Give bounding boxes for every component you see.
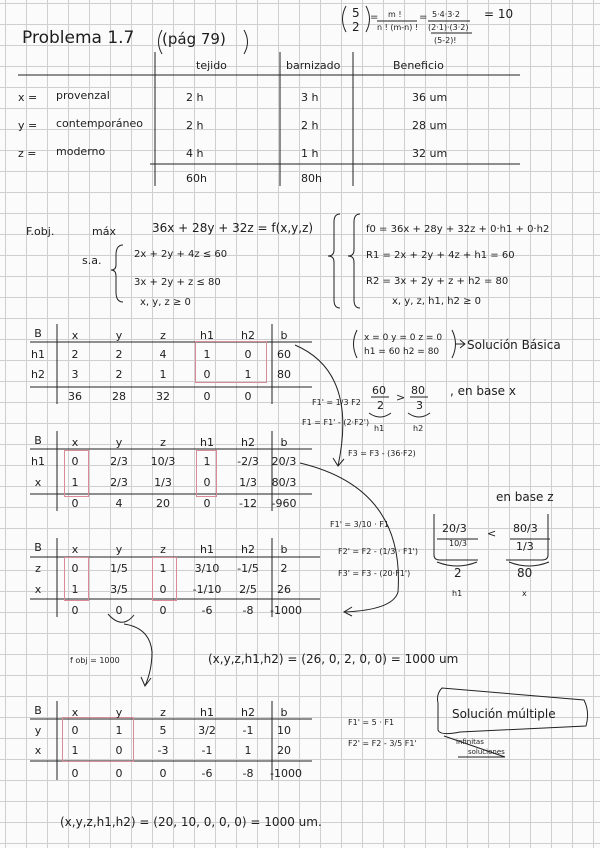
basic-solution-line: h1 = 60 h2 = 80 bbox=[364, 347, 440, 357]
ratio-denominator: 3 bbox=[416, 399, 423, 412]
header-cell: B bbox=[34, 434, 42, 447]
table-cell: 5 bbox=[159, 724, 167, 737]
table-cell: 2 bbox=[115, 368, 123, 381]
product-denominator-2: (5-2)! bbox=[434, 36, 457, 45]
ratio-denominator: 10/3 bbox=[449, 539, 467, 548]
table-cell: 28 bbox=[112, 390, 126, 403]
row-operation: F1' = 5 · F1 bbox=[348, 718, 395, 727]
equals-sign: = bbox=[370, 12, 379, 23]
table-cell: 1 bbox=[244, 368, 252, 381]
solution-line: (x,y,z,h1,h2) = (20, 10, 0, 0, 0) = 1000 um. bbox=[60, 815, 322, 829]
table-cell: -8 bbox=[242, 604, 254, 617]
table-cell: -6 bbox=[201, 604, 213, 617]
col-header-beneficio: Beneficio bbox=[393, 59, 444, 72]
table-cell: 3 bbox=[71, 368, 79, 381]
page-title: Problema 1.7 bbox=[22, 28, 135, 48]
table-cell: 0 bbox=[203, 497, 211, 510]
table-cell: 0 bbox=[244, 390, 252, 403]
table-cell: 3/2 bbox=[198, 724, 216, 737]
table-cell: 1 bbox=[71, 744, 79, 757]
table-cell: 0 bbox=[159, 604, 167, 617]
header-cell: h2 bbox=[241, 543, 255, 556]
table-cell: 20/3 bbox=[271, 455, 297, 468]
equals-sign: = bbox=[419, 12, 428, 23]
ratio-operator: < bbox=[487, 527, 497, 540]
product-name: moderno bbox=[56, 145, 106, 158]
base-note: en base z bbox=[496, 490, 554, 504]
table-cell: 2/5 bbox=[239, 583, 257, 596]
table-cell: -8 bbox=[242, 767, 254, 780]
ratio-denominator: 2 bbox=[377, 399, 384, 412]
cell-tejido: 2 h bbox=[186, 119, 204, 132]
table-cell: -1 bbox=[242, 724, 254, 737]
table-cell: 10/3 bbox=[150, 455, 176, 468]
table-cell: 0 bbox=[115, 744, 123, 757]
header-cell: b bbox=[280, 436, 288, 449]
constraint: 2x + 2y + 4z ≤ 60 bbox=[134, 249, 228, 260]
fobj-result: f obj = 1000 bbox=[70, 656, 120, 665]
multiple-solution-note: soluciones bbox=[468, 748, 505, 756]
header-cell: h2 bbox=[241, 436, 255, 449]
table-cell: 1/5 bbox=[110, 562, 128, 575]
cell-tejido: 2 h bbox=[186, 91, 204, 104]
product-name: provenzal bbox=[56, 89, 110, 102]
table-cell: -2/3 bbox=[237, 455, 259, 468]
table-cell: 1 bbox=[115, 724, 123, 737]
table-cell: 32 bbox=[156, 390, 170, 403]
constraint: x, y, z ≥ 0 bbox=[140, 297, 191, 308]
table-cell: x bbox=[34, 476, 42, 489]
header-cell: z bbox=[160, 436, 166, 449]
table-cell: 0 bbox=[244, 348, 252, 361]
formula-numerator: m ! bbox=[388, 10, 402, 19]
table-cell: 0 bbox=[203, 390, 211, 403]
product-name: contemporáneo bbox=[56, 117, 143, 130]
row-operation: F3 = F3 - (36·F2) bbox=[348, 449, 416, 458]
base-note: , en base x bbox=[450, 384, 516, 398]
cell-beneficio: 32 um bbox=[412, 147, 448, 160]
table-cell: 20 bbox=[277, 744, 291, 757]
table-cell: x bbox=[34, 744, 42, 757]
product-numerator: 5·4·3·2 bbox=[432, 10, 460, 19]
table-cell: 36 bbox=[68, 390, 82, 403]
table-cell: 0 bbox=[115, 604, 123, 617]
table-cell: 3/10 bbox=[194, 562, 220, 575]
table-cell: 0 bbox=[71, 562, 79, 575]
header-cell: B bbox=[34, 541, 42, 554]
table-cell: 1 bbox=[203, 455, 211, 468]
table-cell: 26 bbox=[277, 583, 291, 596]
table-cell: 3/5 bbox=[110, 583, 128, 596]
table-cell: h2 bbox=[31, 368, 45, 381]
table-cell: 20 bbox=[156, 497, 170, 510]
row-operation: F3' = F3 - (20·F1') bbox=[338, 569, 411, 578]
standard-form: x, y, z, h1, h2 ≥ 0 bbox=[392, 296, 482, 307]
table-cell: 1/3 bbox=[154, 476, 172, 489]
table-cell: -1/5 bbox=[237, 562, 259, 575]
standard-form: R2 = 3x + 2y + z + h2 = 80 bbox=[366, 276, 509, 287]
table-cell: 4 bbox=[115, 497, 123, 510]
table-cell: 10 bbox=[277, 724, 291, 737]
constraint: 3x + 2y + z ≤ 80 bbox=[134, 277, 221, 288]
multiple-solution-label: Solución múltiple bbox=[452, 707, 556, 721]
header-cell: x bbox=[71, 436, 79, 449]
ratio-value: 80 bbox=[517, 566, 533, 580]
ratio-numerator: 80/3 bbox=[513, 522, 538, 535]
table-cell: 60 bbox=[277, 348, 291, 361]
header-cell: h1 bbox=[200, 543, 214, 556]
header-cell: h1 bbox=[200, 436, 214, 449]
cell-tejido: 4 h bbox=[186, 147, 204, 160]
table-cell: 2 bbox=[115, 348, 123, 361]
ratio-value: 2 bbox=[454, 566, 462, 580]
table-cell: 1 bbox=[159, 562, 167, 575]
table-cell: 1/3 bbox=[239, 476, 257, 489]
standard-form: R1 = 2x + 2y + 4z + h1 = 60 bbox=[366, 250, 515, 261]
table-cell: 1 bbox=[71, 476, 79, 489]
header-cell: b bbox=[280, 543, 288, 556]
table-cell: 1 bbox=[159, 368, 167, 381]
table-cell: -6 bbox=[201, 767, 213, 780]
table-cell: 2/3 bbox=[110, 455, 128, 468]
table-cell: 1 bbox=[71, 583, 79, 596]
multiple-solution-note: infinitas bbox=[456, 738, 484, 746]
ratio-denominator: 1/3 bbox=[516, 540, 534, 553]
table-cell: 2 bbox=[71, 348, 79, 361]
total-tejido: 60h bbox=[186, 172, 207, 185]
binom-top: 5 bbox=[352, 6, 360, 20]
header-cell: B bbox=[34, 704, 42, 717]
table-cell: 2/3 bbox=[110, 476, 128, 489]
table-cell: y bbox=[34, 724, 42, 737]
cell-beneficio: 36 um bbox=[412, 91, 448, 104]
table-cell: 4 bbox=[159, 348, 167, 361]
objective-function: 36x + 28y + 32z = f(x,y,z) bbox=[152, 221, 314, 235]
table-cell: -1/10 bbox=[192, 583, 222, 596]
table-cell: 80 bbox=[277, 368, 291, 381]
table-cell: 0 bbox=[71, 455, 79, 468]
ratio-label: h2 bbox=[413, 424, 424, 433]
header-cell: z bbox=[160, 543, 166, 556]
table-cell: -3 bbox=[157, 744, 169, 757]
table-cell: 2 bbox=[280, 562, 288, 575]
header-cell: y bbox=[115, 543, 123, 556]
table-cell: 0 bbox=[71, 497, 79, 510]
ratio-label: h1 bbox=[374, 424, 385, 433]
total-barnizado: 80h bbox=[301, 172, 322, 185]
row-operation: F2' = F2 - (1/3 · F1') bbox=[338, 547, 418, 556]
table-cell: 1 bbox=[203, 348, 211, 361]
page-reference: (pág 79) bbox=[162, 30, 226, 48]
header-cell: z bbox=[160, 706, 166, 719]
ratio-numerator: 60 bbox=[372, 384, 386, 397]
cell-barnizado: 1 h bbox=[301, 147, 319, 160]
table-cell: h1 bbox=[31, 455, 45, 468]
var-label: z = bbox=[18, 147, 37, 160]
row-operation: F2' = F2 - 3/5 F1' bbox=[348, 739, 417, 748]
ratio-numerator: 20/3 bbox=[442, 522, 467, 535]
header-cell: z bbox=[160, 329, 166, 342]
header-cell: B bbox=[34, 327, 42, 340]
table-cell: 0 bbox=[71, 604, 79, 617]
header-cell: x bbox=[71, 543, 79, 556]
row-operation: F1' = 3/10 · F1 bbox=[330, 520, 389, 529]
product-denominator: (2·1)·(3·2) bbox=[428, 23, 469, 32]
ratio-label: x bbox=[522, 589, 527, 598]
standard-form: f0 = 36x + 28y + 32z + 0·h1 + 0·h2 bbox=[366, 224, 550, 235]
cell-barnizado: 2 h bbox=[301, 119, 319, 132]
basic-solution-line: x = 0 y = 0 z = 0 bbox=[364, 333, 443, 343]
header-cell: h2 bbox=[241, 329, 255, 342]
formula-denominator: n ! (m-n) ! bbox=[377, 23, 419, 32]
table-cell: h1 bbox=[31, 348, 45, 361]
header-cell: h1 bbox=[200, 329, 214, 342]
header-cell: h1 bbox=[200, 706, 214, 719]
table-cell: x bbox=[34, 583, 42, 596]
col-header-barnizado: barnizado bbox=[286, 59, 341, 72]
var-label: x = bbox=[18, 91, 38, 104]
table-cell: 0 bbox=[71, 724, 79, 737]
header-cell: b bbox=[280, 706, 288, 719]
fobj-label: F.obj. bbox=[26, 225, 55, 238]
table-cell: -1 bbox=[201, 744, 213, 757]
combination-result: = 10 bbox=[484, 7, 514, 21]
table-cell: 0 bbox=[115, 767, 123, 780]
header-cell: x bbox=[71, 706, 79, 719]
solution-line: (x,y,z,h1,h2) = (26, 0, 2, 0, 0) = 1000 um bbox=[208, 652, 459, 666]
table-cell: -1000 bbox=[270, 767, 302, 780]
cell-beneficio: 28 um bbox=[412, 119, 448, 132]
cell-barnizado: 3 h bbox=[301, 91, 319, 104]
table-cell: 0 bbox=[159, 583, 167, 596]
row-operation: F1 = F1' - (2·F2') bbox=[302, 418, 370, 427]
table-cell: 0 bbox=[203, 476, 211, 489]
table-cell: -960 bbox=[271, 497, 297, 510]
header-cell: y bbox=[115, 329, 123, 342]
row-operation: F1' = 1/3 F2 bbox=[312, 398, 361, 407]
header-cell: h2 bbox=[241, 706, 255, 719]
basic-solution-label: Solución Básica bbox=[467, 338, 561, 352]
sa-label: s.a. bbox=[82, 254, 102, 267]
table-cell: 0 bbox=[159, 767, 167, 780]
table-cell: 0 bbox=[203, 368, 211, 381]
binom-bottom: 2 bbox=[352, 20, 360, 34]
max-label: máx bbox=[92, 225, 116, 238]
var-label: y = bbox=[18, 119, 38, 132]
ratio-operator: > bbox=[396, 391, 406, 404]
table-cell: -1000 bbox=[270, 604, 302, 617]
table-cell: 0 bbox=[71, 767, 79, 780]
ratio-label: h1 bbox=[452, 589, 463, 598]
table-cell: 80/3 bbox=[271, 476, 297, 489]
header-cell: y bbox=[115, 436, 123, 449]
table-cell: -12 bbox=[239, 497, 257, 510]
table-cell: z bbox=[35, 562, 41, 575]
header-cell: x bbox=[71, 329, 79, 342]
col-header-tejido: tejido bbox=[196, 59, 227, 72]
table-cell: 1 bbox=[244, 744, 252, 757]
header-cell: y bbox=[115, 706, 123, 719]
ratio-numerator: 80 bbox=[411, 384, 425, 397]
header-cell: b bbox=[280, 329, 288, 342]
